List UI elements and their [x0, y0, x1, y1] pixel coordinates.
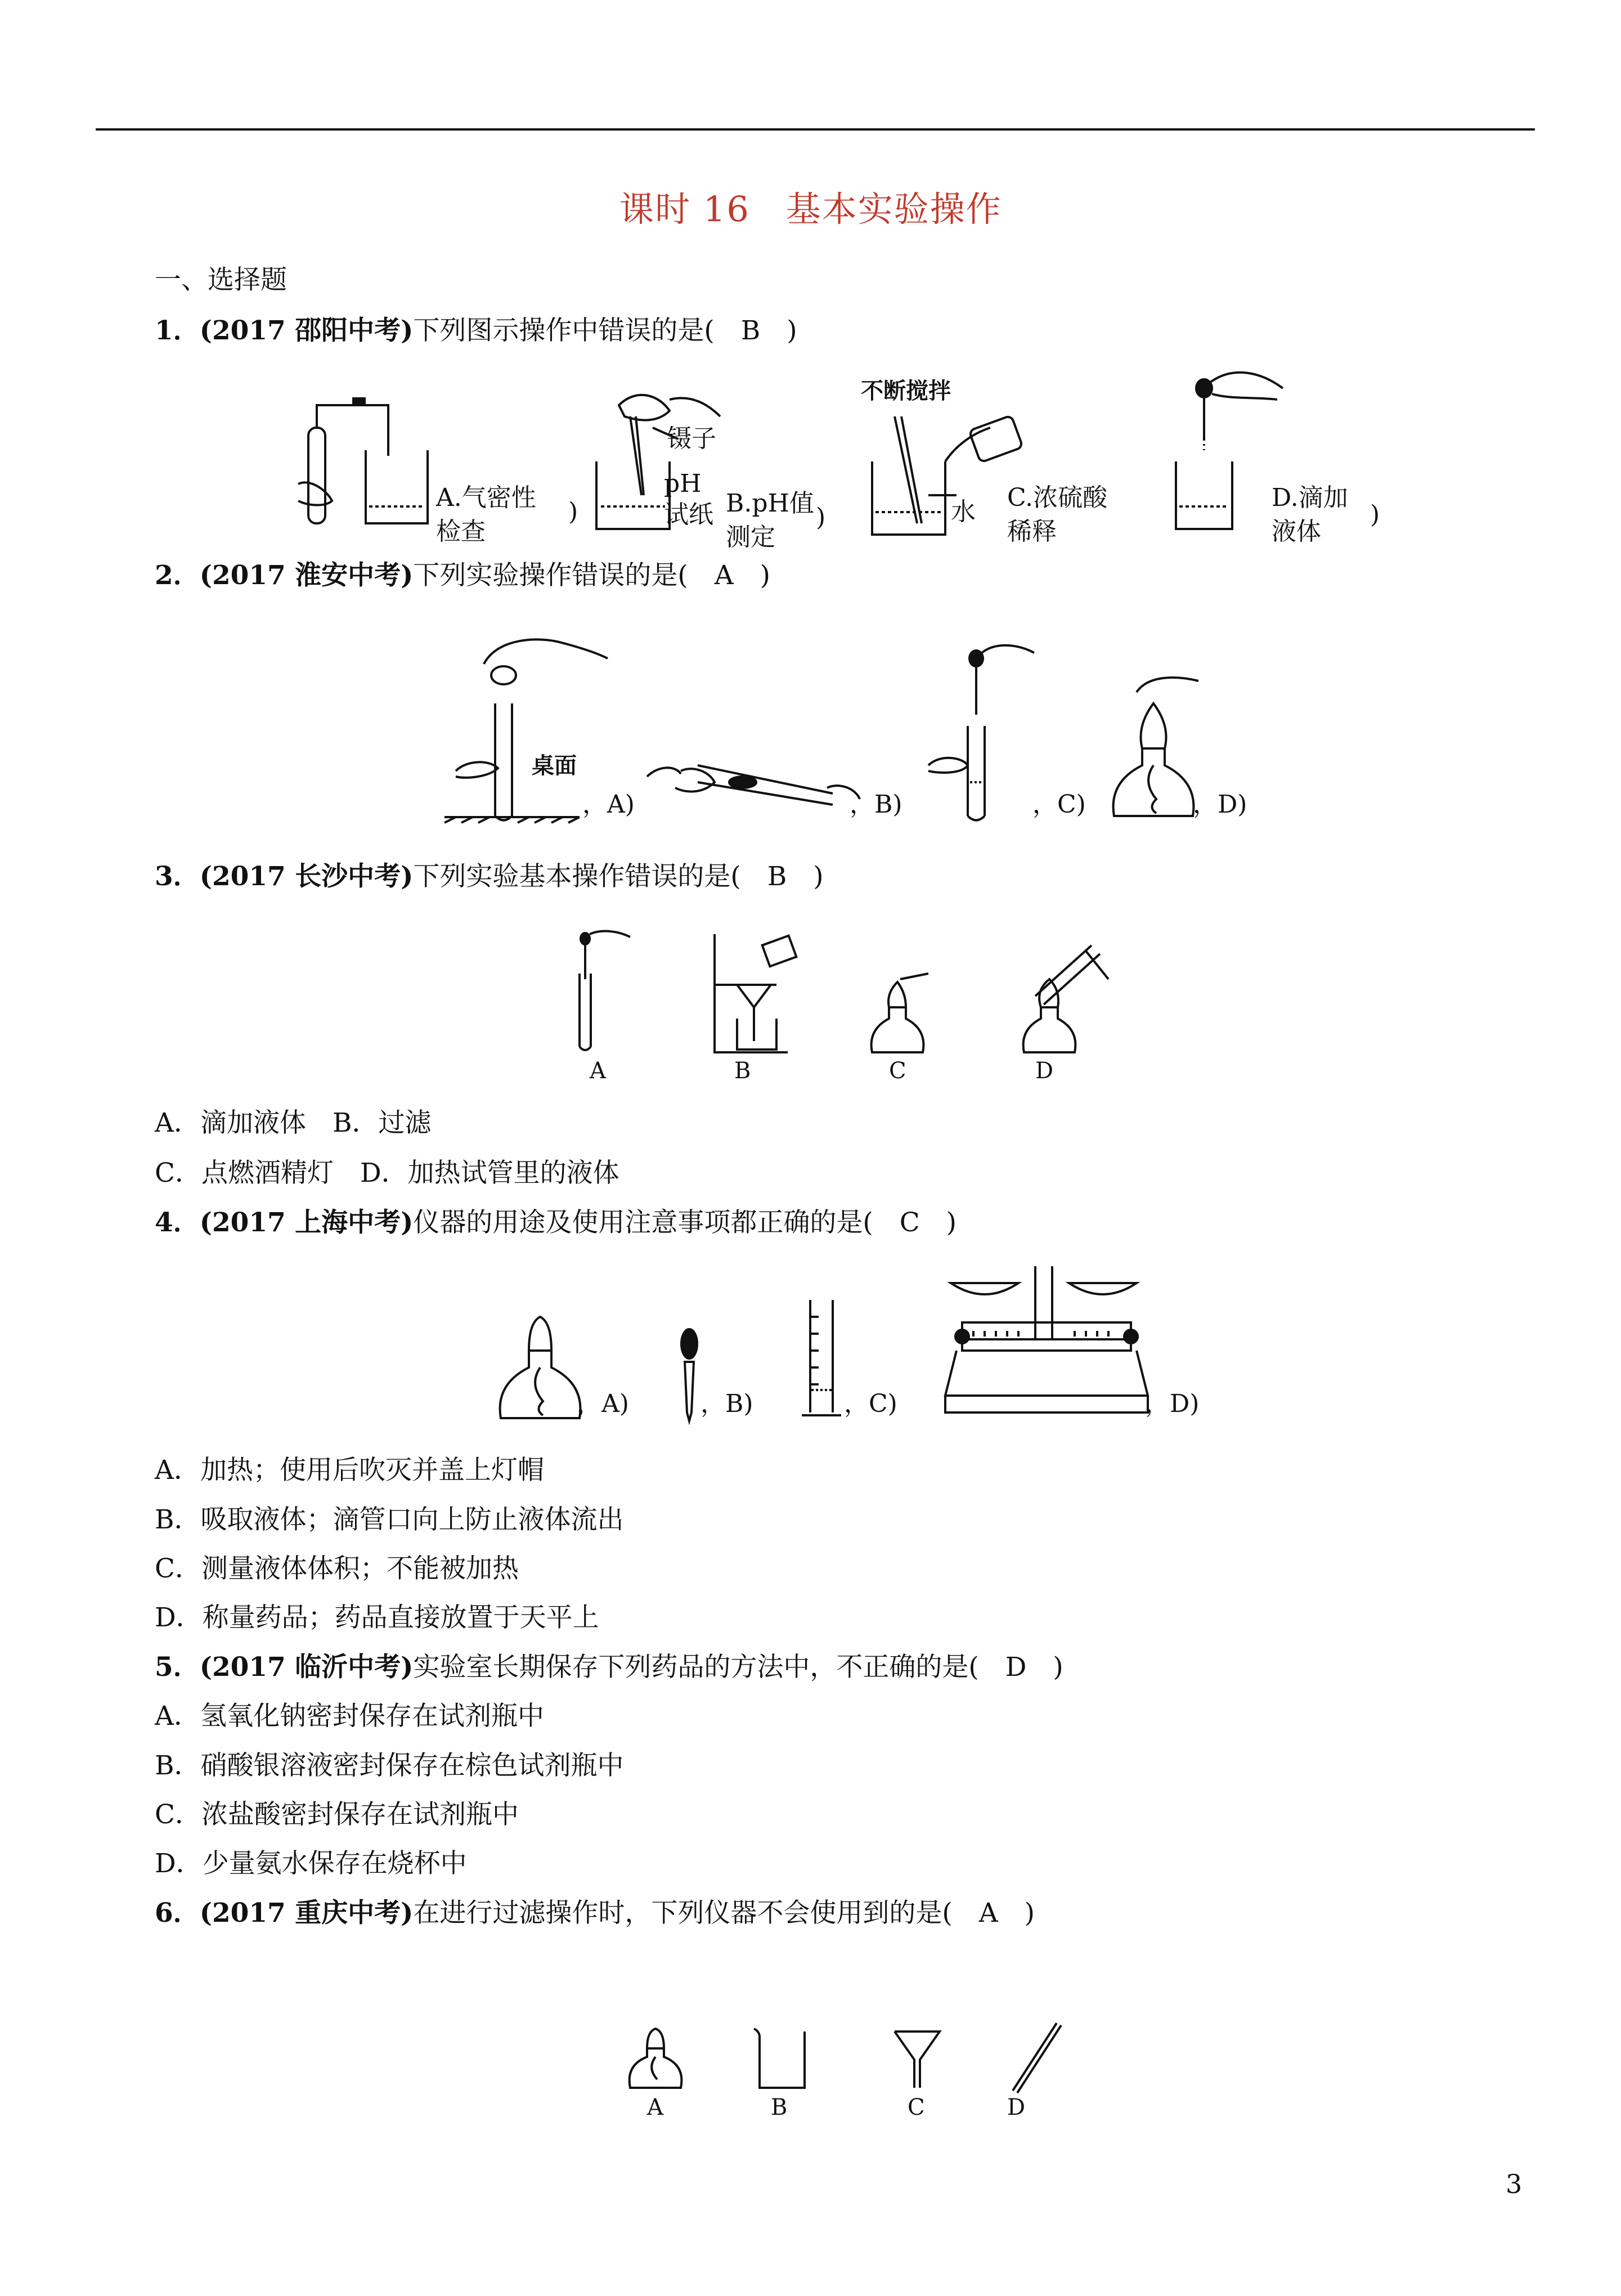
q1-paren-b: ) — [816, 503, 826, 532]
q6-label-b: B — [771, 2095, 788, 2120]
q4-caption-c: ，C) — [844, 1389, 897, 1418]
question-number: 3． — [155, 861, 200, 892]
question-text: 下列图示操作中错误的是( B ) — [413, 315, 797, 346]
q3-options-line2: C．点燃酒精灯 D．加热试管里的液体 — [155, 1158, 619, 1189]
q6-glass-rod-figure — [1007, 2017, 1063, 2096]
page-number: 3 — [1506, 2169, 1523, 2199]
q1-option-c: C.浓硫酸 — [1007, 483, 1108, 512]
question-text: 实验室长期保存下列药品的方法中，不正确的是( D ) — [413, 1652, 1063, 1683]
q2-caption-c: ，C) — [1032, 790, 1086, 819]
header-rule — [96, 128, 1535, 131]
q4-option-a: A．加热；使用后吹灭并盖上灯帽 — [155, 1455, 544, 1486]
q3-figure-a — [568, 929, 636, 1058]
q6-beaker-figure — [751, 2026, 813, 2093]
question-1 — [155, 315, 797, 347]
q3-figure-b — [703, 929, 805, 1058]
q4-caption-a: ，A) — [577, 1389, 629, 1418]
question-number: 1． — [155, 315, 200, 346]
q3-label-d: D — [1035, 1058, 1054, 1084]
question-2 — [155, 560, 770, 591]
ph-label: pH — [664, 469, 702, 498]
q1-option-a-line2: 检查 — [436, 517, 486, 546]
q2-caption-a: ，A) — [582, 790, 635, 819]
question-5 — [155, 1652, 1063, 1683]
q4-option-d: D．称量药品；药品直接放置于天平上 — [155, 1602, 599, 1633]
question-number: 2． — [155, 560, 200, 591]
q4-option-b: B．吸取液体；滴管口向上防止液体流出 — [155, 1504, 624, 1535]
q3-figure-c — [866, 974, 934, 1058]
question-number: 4． — [155, 1207, 200, 1238]
page-title: 课时 16 基本实验操作 — [619, 189, 1002, 230]
q1-option-b-line2: 测定 — [726, 523, 775, 551]
question-4 — [155, 1207, 957, 1239]
tube-dropper-figure — [923, 636, 1035, 827]
q6-funnel-figure — [892, 2026, 942, 2093]
question-source: (2017 上海中考) — [199, 1207, 414, 1238]
q4-lamp-figure — [495, 1311, 585, 1424]
q6-label-d: D — [1007, 2095, 1026, 2120]
acid-dilution-figure — [861, 411, 1030, 540]
q4-balance-figure — [940, 1261, 1153, 1424]
dropper-liquid-figure — [1170, 366, 1300, 540]
q4-caption-d: ，D) — [1145, 1389, 1200, 1418]
question-source: (2017 长沙中考) — [199, 861, 414, 892]
question-source: (2017 邵阳中考) — [199, 315, 414, 346]
q1-option-a: A.气密性 — [436, 483, 536, 512]
q6-label-c: C — [908, 2095, 925, 2120]
question-text: 下列实验基本操作错误的是( B ) — [413, 861, 824, 892]
q1-option-d: D.滴加 — [1272, 483, 1348, 512]
section-heading: 一、选择题 — [155, 264, 287, 295]
q2-caption-d: ，D) — [1193, 790, 1247, 819]
powder-spoon-figure — [647, 743, 861, 822]
q1-option-b: B.pH值 — [726, 489, 814, 518]
q5-option-a: A．氢氧化钠密封保存在试剂瓶中 — [155, 1701, 544, 1732]
question-source: (2017 淮安中考) — [199, 560, 414, 591]
question-source: (2017 重庆中考) — [199, 1898, 414, 1929]
question-source: (2017 临沂中考) — [199, 1652, 414, 1683]
q3-figure-d — [1013, 934, 1114, 1058]
tweezers-label: 镊子 — [667, 424, 716, 453]
test-paper-label: 试纸 — [664, 500, 713, 529]
q1-option-d-line2: 液体 — [1272, 517, 1321, 546]
q1-option-c-line2: 稀释 — [1007, 517, 1057, 546]
question-number: 5． — [155, 1652, 200, 1683]
q4-option-c: C．测量液体体积；不能被加热 — [155, 1553, 519, 1584]
q3-label-c: C — [889, 1058, 906, 1084]
q5-option-b: B．硝酸银溶液密封保存在棕色试剂瓶中 — [155, 1750, 624, 1781]
q6-label-a: A — [647, 2095, 663, 2120]
question-text: 下列实验操作错误的是( A ) — [413, 560, 770, 591]
q6-lamp-figure — [625, 2026, 686, 2093]
q1-paren-d: ) — [1370, 500, 1380, 529]
question-6 — [155, 1898, 1035, 1929]
q5-option-d: D．少量氨水保存在烧杯中 — [155, 1848, 467, 1879]
q5-option-c: C．浓盐酸密封保存在试剂瓶中 — [155, 1799, 519, 1830]
q1-paren-a: ) — [568, 497, 578, 526]
question-text: 仪器的用途及使用注意事项都正确的是( C ) — [413, 1207, 957, 1238]
question-3 — [155, 861, 824, 893]
airtightness-check-figure — [293, 394, 439, 540]
alcohol-lamp-figure — [1103, 670, 1204, 827]
desk-label: 桌面 — [532, 752, 577, 779]
q4-caption-b: ，B) — [701, 1389, 753, 1418]
q2-caption-b: ，B) — [850, 790, 902, 819]
stirring-label: 不断搅拌 — [861, 378, 951, 404]
q3-label-b: B — [734, 1058, 751, 1084]
q3-options-line1: A．滴加液体 B．过滤 — [155, 1107, 432, 1138]
question-text: 在进行过滤操作时，下列仪器不会使用到的是( A ) — [413, 1898, 1035, 1929]
q3-label-a: A — [590, 1058, 606, 1084]
water-label: 水 — [951, 497, 976, 526]
question-number: 6． — [155, 1898, 200, 1929]
